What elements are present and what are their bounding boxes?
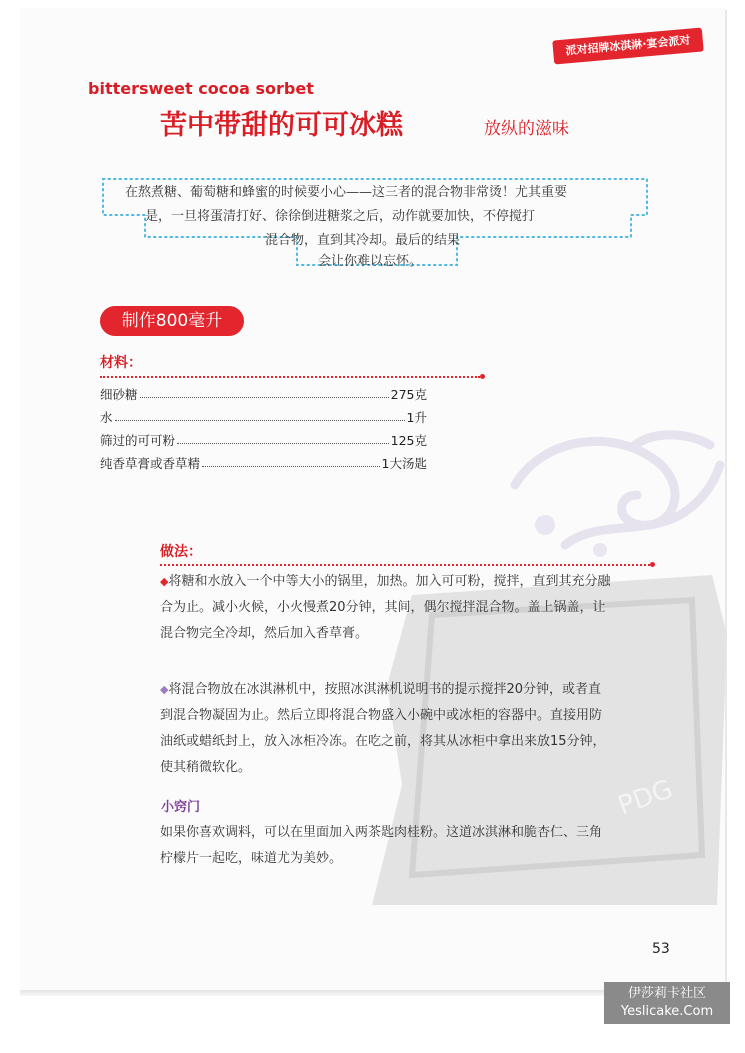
dot-leader <box>140 385 389 398</box>
ingredient-qty: 125克 <box>390 433 427 448</box>
step-text: 将糖和水放入一个中等大小的锅里，加热。加入可可粉，搅拌，直到其充分融合为止。减小火候，小火慢煮20分钟，其间，偶尔搅拌混合物。盖上锅盖，让混合物完全冷却，然后加入香草膏。 <box>160 574 611 641</box>
watermark-name: 伊莎莉卡社区 <box>627 986 706 1001</box>
ingredient-qty: 275克 <box>390 387 427 402</box>
recipe-title: 苦中带甜的可可冰糕 <box>160 110 403 141</box>
step-text: 将混合物放在冰淇淋机中，按照冰淇淋机说明书的提示搅拌20分钟，或者直到混合物凝固为止。然后立即将混合物盛入小碗中或冰柜的容器中。直接用防油纸或蜡纸封上，放入冰柜冷冻。在吃之前，将其从冰柜中拿出来放15分钟，使其稍微软化。 <box>160 682 606 775</box>
site-watermark <box>604 982 730 1024</box>
watermark-url: Yeslicake.Com <box>620 1004 714 1019</box>
ingredients-heading: 材料： <box>100 355 142 371</box>
decorative-swirl <box>505 425 725 565</box>
diamond-bullet-icon: ◆ <box>160 683 169 696</box>
method-heading: 做法： <box>160 544 202 560</box>
ingredient-qty: 1大汤匙 <box>381 456 427 471</box>
method-step <box>160 677 612 781</box>
tip-text: 如果你喜欢调料，可以在里面加入两茶匙肉桂粉。这道冰淇淋和脆杏仁、三角柠檬片一起吃，味道尤为美妙。 <box>160 825 603 866</box>
ingredients-divider <box>100 376 480 378</box>
method-step <box>160 569 612 647</box>
divider-dot <box>650 562 655 567</box>
yield-badge: 制作800毫升 <box>100 306 244 336</box>
dot-leader <box>202 454 380 467</box>
ingredient-row <box>100 454 427 472</box>
dot-leader <box>115 408 405 421</box>
ingredient-row <box>100 385 427 403</box>
page-number: 53 <box>652 941 670 957</box>
intro-line: 会让你难以忘怀。 <box>318 254 423 269</box>
recipe-subtitle: 放纵的滋味 <box>484 119 569 139</box>
diamond-bullet-icon: ◆ <box>160 575 169 588</box>
intro-line: 是，一旦将蛋清打好、徐徐倒进糖浆之后，动作就要加快，不停搅打 <box>145 209 536 224</box>
ingredient-name: 筛过的可可粉 <box>100 433 176 448</box>
tip-heading: 小窍门 <box>161 800 201 815</box>
intro-box <box>101 175 649 271</box>
dot-leader <box>177 431 389 444</box>
english-title: bittersweet cocoa sorbet <box>88 79 314 98</box>
method-divider <box>160 564 650 566</box>
ingredient-name: 水 <box>100 410 113 425</box>
header-tag: 派对招牌冰淇淋·宴会派对 <box>552 28 704 65</box>
ingredient-name: 细砂糖 <box>100 387 138 402</box>
divider-dot <box>480 374 485 379</box>
intro-line: 在熬煮糖、葡萄糖和蜂蜜的时候要小心——这三者的混合物非常烫！尤其重要 <box>125 185 568 200</box>
ingredient-row <box>100 431 427 449</box>
ingredient-name: 纯香草膏或香草精 <box>100 456 201 471</box>
ingredient-qty: 1升 <box>406 410 427 425</box>
ingredient-row <box>100 408 427 426</box>
intro-line: 混合物，直到其冷却。最后的结果 <box>265 233 461 248</box>
seal-text: PDG <box>614 774 677 822</box>
